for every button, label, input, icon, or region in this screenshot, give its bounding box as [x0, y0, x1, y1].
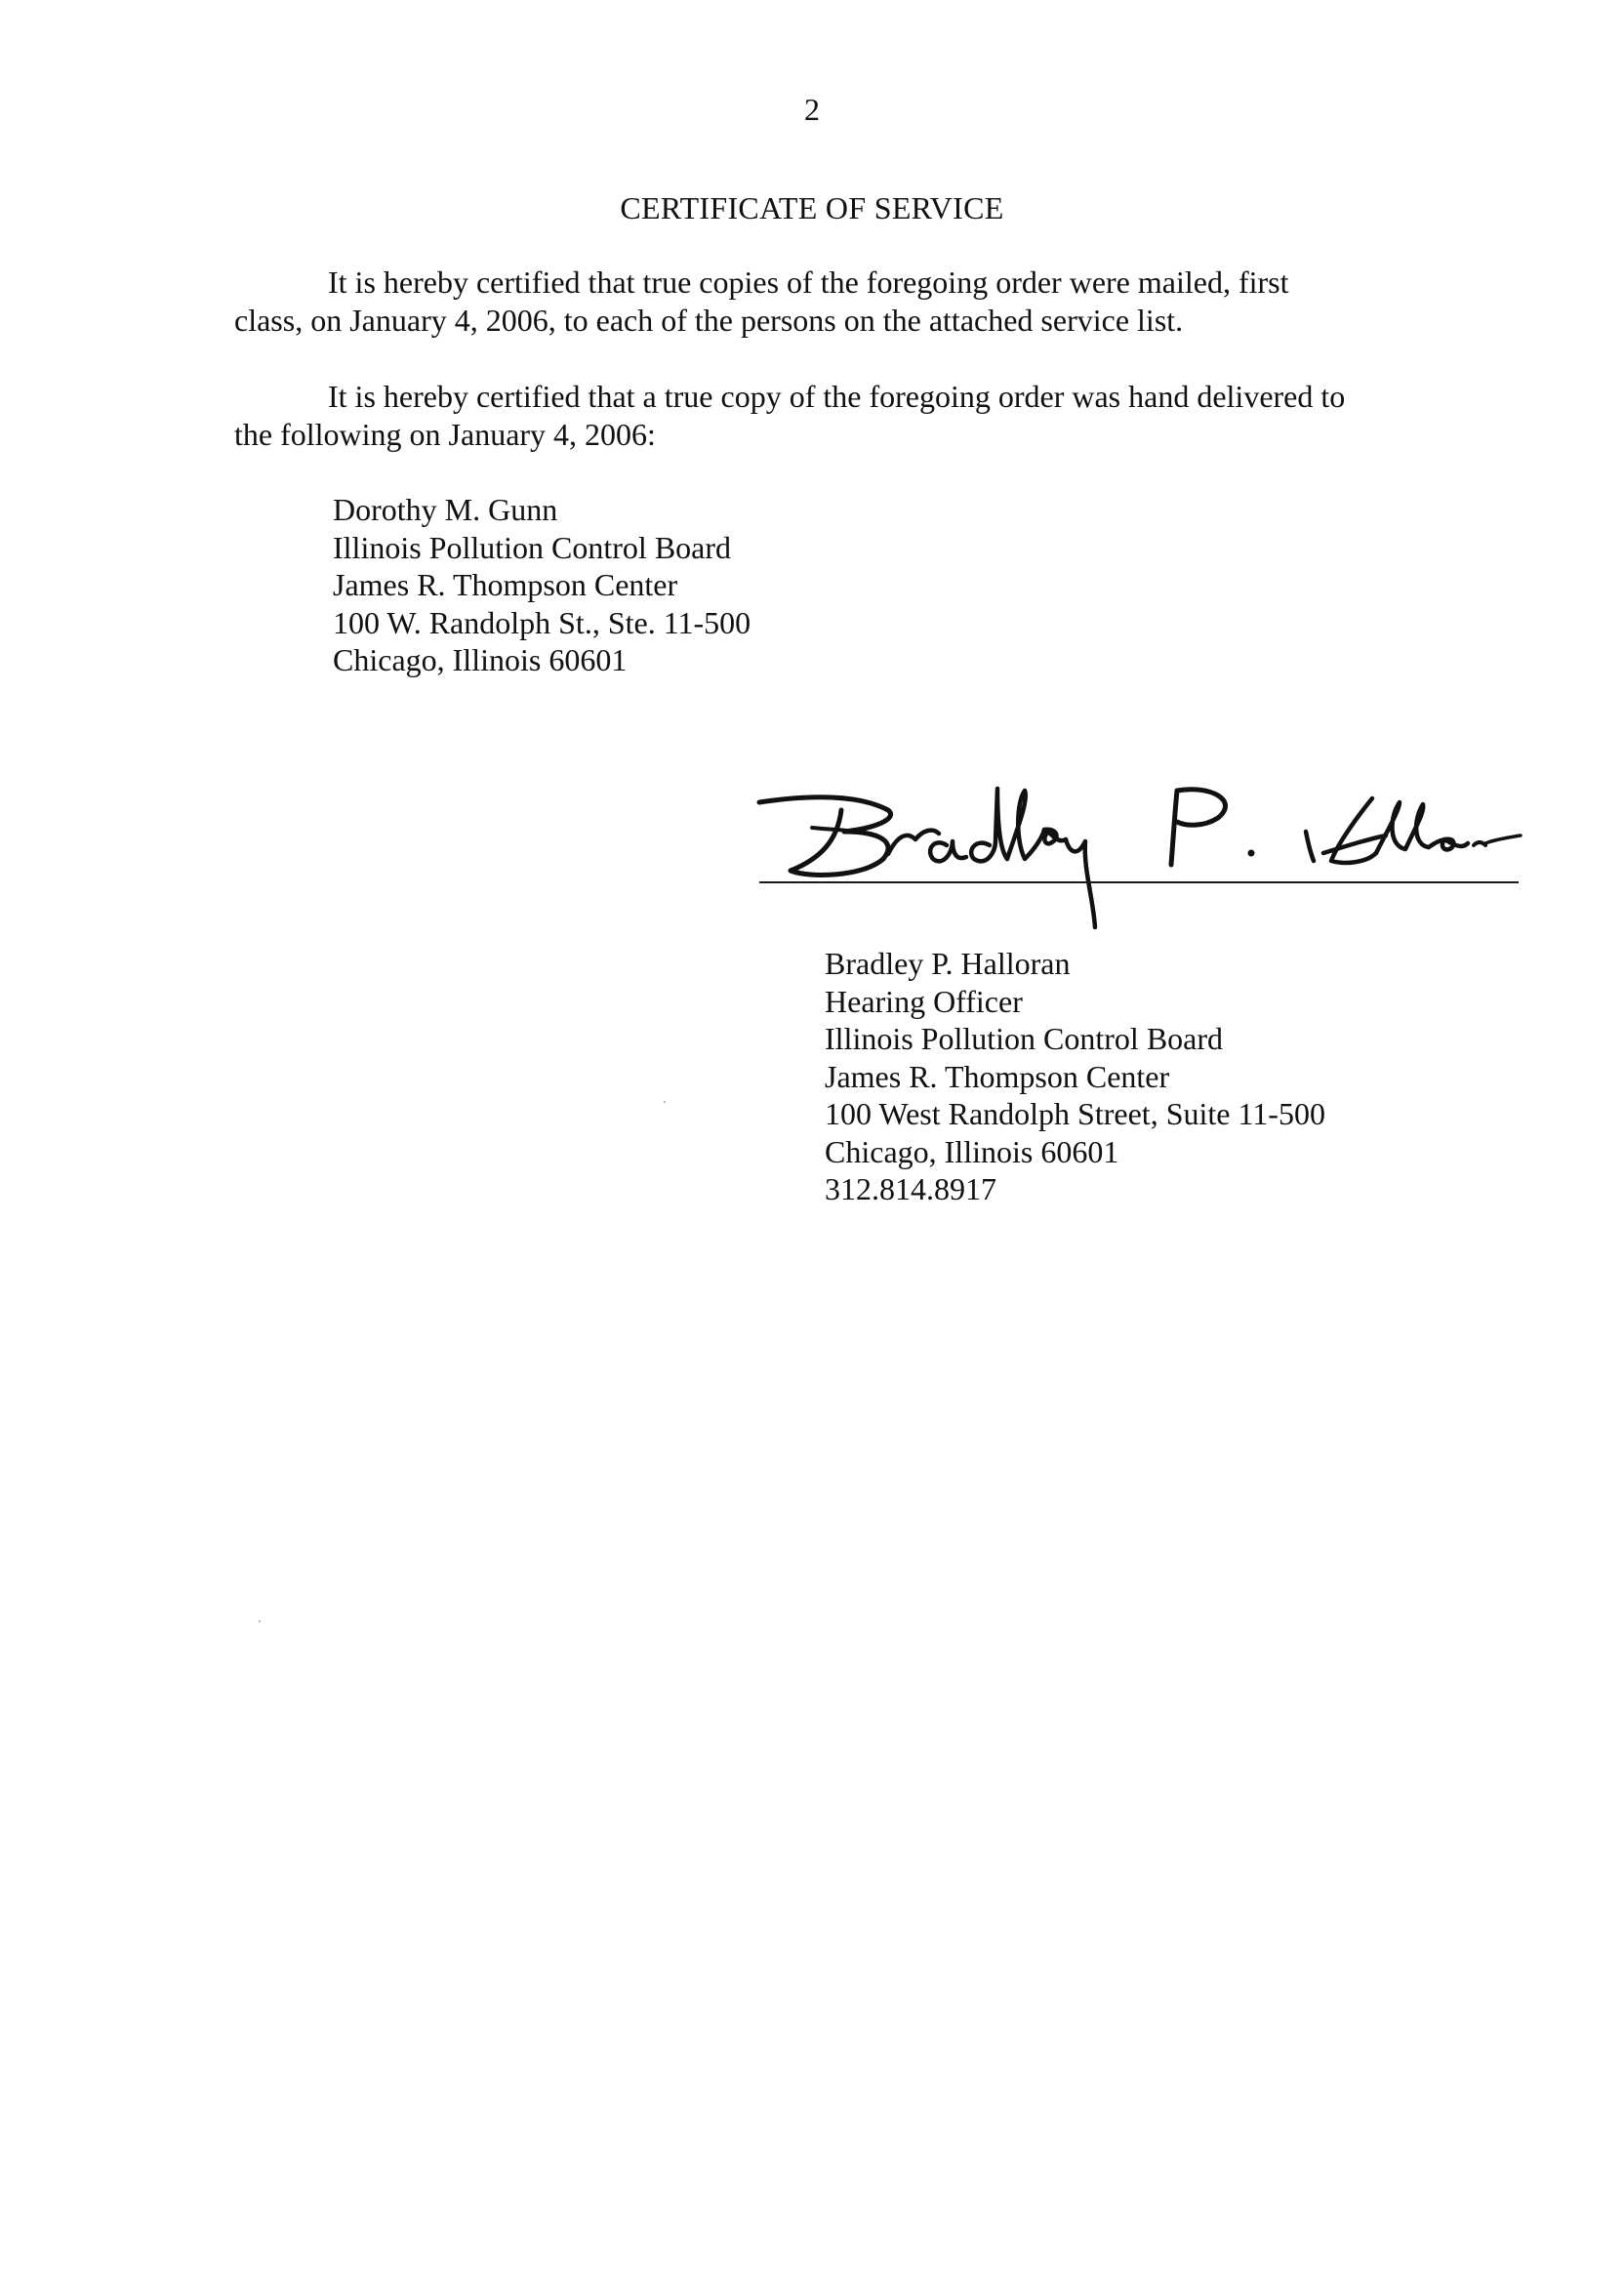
scan-speck — [664, 1101, 666, 1103]
signer-name: Bradley P. Halloran — [825, 946, 1071, 981]
recipient-address-block — [333, 491, 751, 679]
recipient-city: Chicago, Illinois 60601 — [333, 642, 628, 677]
signer-building: James R. Thompson Center — [825, 1058, 1170, 1094]
signer-street: 100 West Randolph Street, Suite 11-500 — [825, 1096, 1325, 1131]
hand-delivery-certification-paragraph — [234, 378, 1444, 454]
signer-address-block — [825, 945, 1325, 1208]
paragraph-line: the following on January 4, 2006: — [234, 417, 656, 452]
paragraph-line: class, on January 4, 2006, to each of the persons on the attached service list. — [234, 303, 1184, 338]
signature-line — [759, 881, 1519, 883]
scan-speck — [259, 1620, 261, 1622]
signer-city: Chicago, Illinois 60601 — [825, 1133, 1119, 1169]
recipient-name: Dorothy M. Gunn — [333, 492, 558, 527]
paragraph-line: It is hereby certified that a true copy of the foregoing order was hand delivered to — [328, 379, 1346, 414]
recipient-organization: Illinois Pollution Control Board — [333, 529, 732, 565]
page-number: 2 — [804, 92, 820, 127]
signer-phone: 312.814.8917 — [825, 1171, 996, 1206]
handwritten-signature — [751, 781, 1522, 937]
signer-title: Hearing Officer — [825, 983, 1023, 1019]
page-title: CERTIFICATE OF SERVICE — [620, 190, 1004, 225]
recipient-building: James R. Thompson Center — [333, 567, 678, 602]
paragraph-line: It is hereby certified that true copies of the foregoing order were mailed, first — [328, 265, 1289, 300]
mailing-certification-paragraph — [234, 264, 1444, 340]
recipient-street: 100 W. Randolph St., Ste. 11-500 — [333, 604, 751, 640]
signer-organization: Illinois Pollution Control Board — [825, 1021, 1224, 1056]
